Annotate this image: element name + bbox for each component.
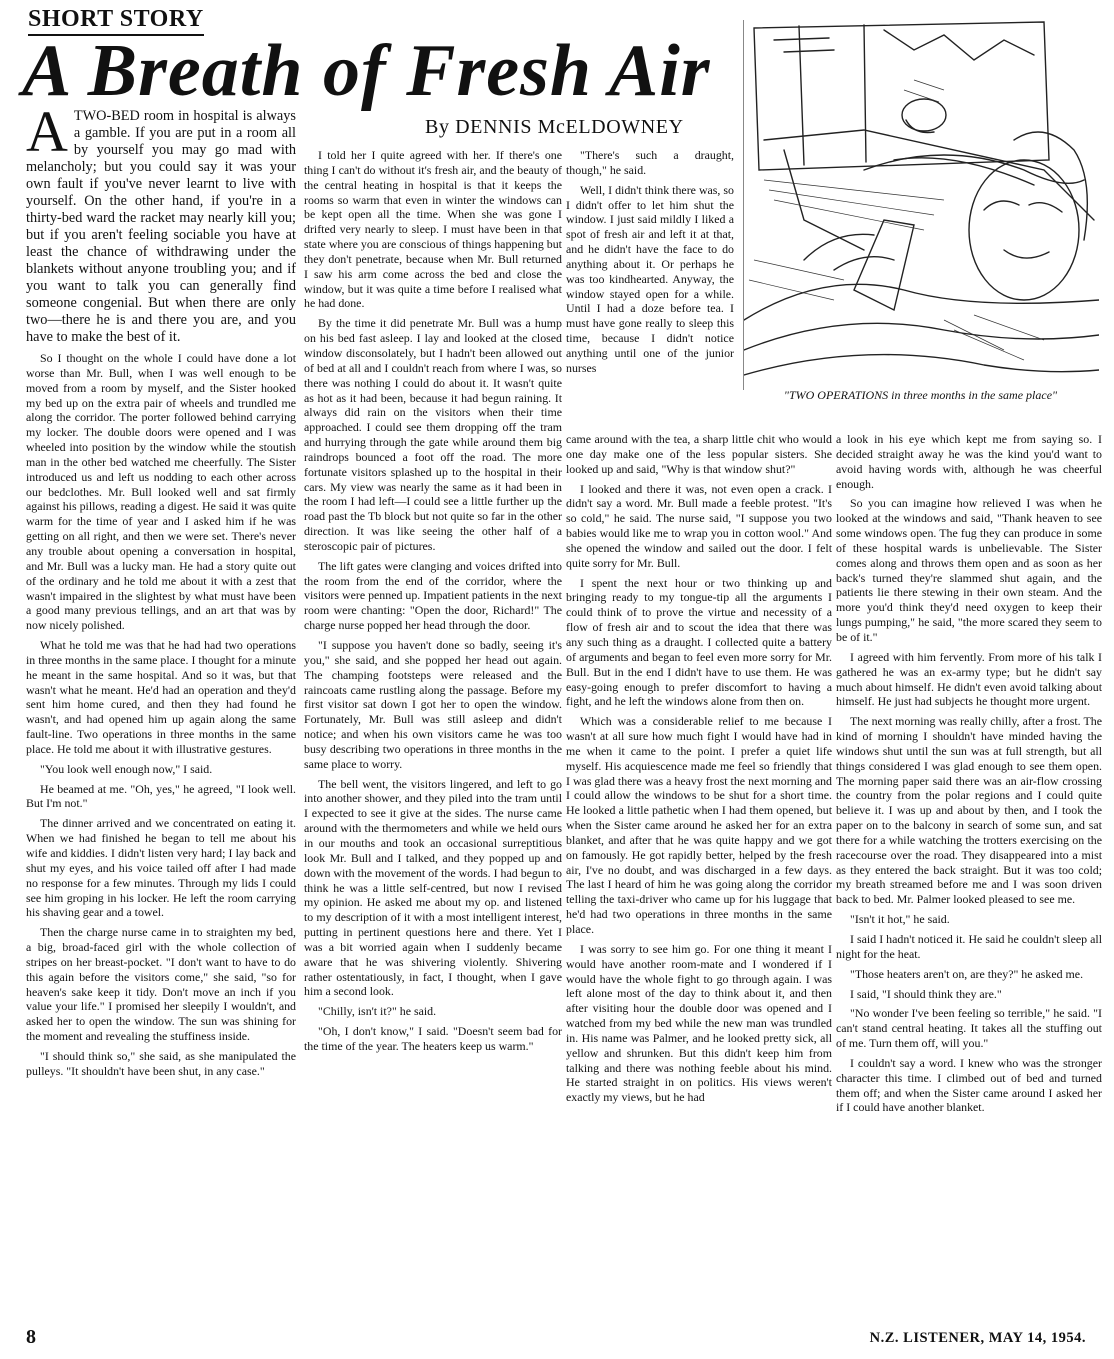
paragraph: Then the charge nurse came in to straighten my bed, a big, broad-faced girl with the whole collection of stripes on her breast-pocket. "I don't want to have to do this again before the visitors come," she said, "so for heaven's sake keep it tidy. Don't move an inch if you value your life." I promised her sleepily I wouldn't, and asked her to open the window. The sun was shining for the moment and revealing the stuffiness inside. [26, 925, 296, 1044]
paragraph: "Chilly, isn't it?" he said. [318, 1004, 437, 1019]
paragraph: The bell went, the visitors lingered, and left to go into another shower, and they piled into the tram until I expected to see it give at the sides. The nurse came around with the thermometers and while we held ours in our mouths and took an occasional surreptitious look Mr. Bull and I talked, and they popped up and down with the movement of the words. I had begun to think he was a little self-centred, but now I revised my opinion. He asked me about my op. and listened to my description of it with a most intelligent interest, putting in pertinent questions here and there. Yet I was a bit worried again when I suddenly became aware that he was shivering violently. Shivering rather ostentatiously, in fact, I thought, when I gave him a second look. [304, 776, 562, 999]
paragraph: I was sorry to see him go. For one thing it meant I would have another room-mate and I wondered if I would have the whole fight to go through again. I was left alone most of the day to think about it, and then after visiting hour the double door was opened and I watched from my bed while the new man was trundled in. His name was Palmer, and he looked pretty sick, all yellow and shrunken. But this didn't keep him from talking and there was nothing feeble about his mind. He started straight in on politics. His views weren't exactly my views, but he had [566, 941, 832, 1105]
paragraph: Which was a considerable relief to me because I wasn't at all sure how much fight I would have had in me when it came to the point. I prefer a quiet life myself. His acquiescence made me feel so friendly that I was glad there was a heavy frost the next morning and I could allow the windows to be shut for a short time. He looked a little pathetic when I had them opened, but when the Sister came around he asked her for an extra blanket, and after that he was quite happy and we got on famously. He got rapidly better, helped by the fresh air, I've no doubt, and was discharged in a few days. The last I heard of him he was going along the corridor telling the taxi-driver who came up for his luggage that he'd had two operations in three months in the same place. [566, 714, 832, 936]
paragraph: I said, "I should think they are." [850, 986, 1002, 1001]
paragraph: I said I hadn't noticed it. He said he couldn't sleep all night for the heat. [836, 932, 1102, 961]
paragraph: The lift gates were clanging and voices drifted into the room from the end of the corridor, where the visitors were penned up. Impatient patients in the next room were chanting: "Open the door, Richard!" The charge nurse popped her head through the door. [304, 558, 562, 633]
paragraph: a look in his eye which kept me from saying so. I decided straight away he was the kind you'd want to avoid having words with, although he was cheerful enough. [836, 432, 1102, 491]
drop-cap: A [26, 108, 68, 164]
paragraph: "Those heaters aren't on, are they?" he asked me. [850, 966, 1084, 981]
publication-credit: N.Z. LISTENER, MAY 14, 1954. [869, 1330, 1086, 1346]
paragraph: "There's such a draught, though," he said. [566, 148, 734, 177]
paragraph: So I thought on the whole I could have done a lot worse than Mr. Bull, when I was well enough to be moved from a room by myself, and the Sister hooked my bed up on the extra pair of wheels and trundled me along the corridor. The porter followed behind carrying my locker. The double doors were opened and I was wheeled into position by the window while the stoutish man in the other bed watched me cheerfully. The Sister introduced us and left us nodding to each other across our bedclothes. Mr. Bull looked well and sat firmly against his pillows, reading a digest. He said it was quite warm for the time of year and I asked him if he was getting on all right, and then we were set. There's never any trouble about opening a conversation in hospital, and Mr. Bull was a lucky man. He had a story quite out of the ordinary and he told me about it with a zest that wasn't impaired in the slightest by what must have been a good many previous tellings, and an art that was by now nicely polished. [26, 351, 296, 633]
paragraph: I looked and there it was, not even open a crack. I didn't say a word. Mr. Bull made a feeble protest. "It's so cold," he said. The nurse said, "I suppose you two babies would like me to wrap you in cotton wool." And she opened the window and sailed out the door. I felt quite sorry for Mr. Bull. [566, 481, 832, 570]
story-column-3 [566, 432, 832, 1290]
paragraph: I spent the next hour or two thinking up and bringing ready to my tongue-tip all the arguments I could think of to prove the virtue and necessity of a flow of fresh air and to scout the idea that there was any such thing as a draught. I collected quite a battery of arguments and began to feel even more sorry for Mr. Bull. But in the end I didn't have to use them. He was easy-going enough to prefer discomfort to having a fight, and he left the windows alone from then on. [566, 575, 832, 709]
hospital-bed-sketch [744, 20, 1099, 390]
illustration [743, 20, 1099, 390]
paragraph: "No wonder I've been feeling so terrible," he said. "I can't stand central heating. It takes all the stuffing out of me. Turn them off, will you." [836, 1006, 1102, 1051]
paragraph: "Isn't it hot," he said. [850, 912, 950, 927]
story-column-2 [304, 148, 562, 1286]
paragraph: "I suppose you haven't done so badly, seeing it's you," she said, and she popped her head out again. The champing footsteps were released and the raincoats came rustling along the passage. Before my first visitor sat down I got her to open the window. Fortunately, Mr. Bull was still asleep and didn't notice; and when his own visitors came he was too busy describing two operations in three months in the same place to worry. [304, 638, 562, 771]
illustration-caption: "TWO OPERATIONS in three months in the same place" [783, 388, 1058, 402]
story-column-1 [26, 108, 296, 1280]
paragraph: By the time it did penetrate Mr. Bull was a hump on his bed fast asleep. I lay and looked at the closed window disconsolately, but I hadn't been allowed out of bed at all and I couldn't reach from where I was, so there was nothing I could do about it. It wasn't quite as hot as it had been, because it had begun raining. It always did rain on the visitors when their time approached. I could see them dropping off the tram and hurrying through the gate while around them big raindrops bounced a foot off the road. The more fortunate visitors splashed up to the hospital in their cars. My view was nearly the same as it had been in the room I had left—I could see a little further up the road past the Tb block but not quite so far in the other direction. It was like seeing the other half of a steroscopic pair of pictures. [304, 316, 562, 553]
paragraph: came around with the tea, a sharp little chit who would one day make one of the less popular sisters. She looked up and said, "Why is that window shut?" [566, 432, 832, 476]
story-column-3-top [566, 148, 734, 432]
paragraph: I agreed with him fervently. From more of his talk I gathered he was an ex-army type; but he didn't say much about himself. He didn't even avoid talking about himself. He just had subjects he thought more urgent. [836, 649, 1102, 709]
opening-paragraph: ATWO-BED room in hospital is always a gamble. If you are put in a room all by yourself you may go mad with melancholy; but you could say it was your own fault if you've never learnt to live with yourself. On the other hand, if you're in a thirty-bed ward the racket may nearly kill you; but if you aren't feeling sociable you have at least the chance of withdrawing under the blankets without anyone troubling you; and if you want to talk you can generally find someone congenial. But when there are only two—there he is and there you are, and you have to make the best of it. [26, 108, 296, 345]
page-number: 8 [26, 1326, 36, 1348]
paragraph: "Oh, I don't know," I said. "Doesn't seem bad for the time of the year. The heaters keep us warm." [304, 1024, 562, 1053]
paragraph: I couldn't say a word. I knew who was the stronger character this time. I climbed out of bed and turned them off; and when the Sister came around I asked her if I could have another blanket. [836, 1055, 1102, 1115]
paragraph: The next morning was really chilly, after a frost. The kind of morning I shouldn't have minded having the windows shut until the sun was at full strength, but all things considered I was glad enough to see them open. The morning paper said there was an air-flow crossing the country from the polar regions and I could quite believe it. I was up and about by then, and I took the paper on to the balcony in search of some sun, and sat there for a while watching the trotters exercising on the racecourse over the road. They disappeared into a mist as they entered the back straight. But it was too cold; my breath streamed before me and I was soon driven back to bed. Mr. Palmer looked pleased to see me. [836, 714, 1102, 907]
byline: By DENNIS McELDOWNEY [425, 116, 684, 138]
paragraph: The dinner arrived and we concentrated on eating it. When we had finished he began to tell me about his wife and kiddies. I didn't listen very hard; I lay back and shut my eyes, and his voice tailed off after I had made no response for a few minutes. Through my lids I could see him groping in his locker. He left the room carrying his shaving gear and a towel. [26, 816, 296, 920]
paragraph: Well, I didn't think there was, so I didn't offer to let him shut the window. I just said mildly I liked a spot of fresh air and left it at that, and he didn't have the face to do anything about it. Or perhaps he was too kindhearted. Anyway, the window stayed open for a while. Until I had a doze before tea. I must have gone really to sleep this time, because I didn't notice anything until one of the junior nurses [566, 182, 734, 375]
paragraph: What he told me was that he had had two operations in three months in the same place. I thought for a minute he meant in the same hospital. And so it was, but that wasn't what he meant. He'd had an operation and they'd sent him home cured, and then they had found he wasn't, and had opened him up again along the same fault-line. Two operations in three months in the same place. He told me about it with illustrative gestures. [26, 638, 296, 756]
paragraph: "I should think so," she said, as she manipulated the pulleys. "It shouldn't have been shut, in any case." [26, 1048, 296, 1078]
paragraph: I told her I quite agreed with her. If there's one thing I can't do without it's fresh air, and the beauty of the central heating in hospital is that it keeps the rooms so warm that even in winter the windows can be kept open all the time. When she was gone I drifted very nearly to sleep. I must have been in that state where you are conscious of things happening but they don't penetrate, because when Mr. Bull returned I saw his arm come across the bed and close the window, but it was quite a time before I realised what he had done. [304, 148, 562, 311]
story-title: A Breath of Fresh Air [22, 30, 711, 112]
paragraph: He beamed at me. "Oh, yes," he agreed, "I look well. But I'm not." [26, 781, 296, 811]
section-label: SHORT STORY [28, 6, 204, 36]
paragraph: So you can imagine how relieved I was when he looked at the windows and said, "Thank heaven to see some windows open. The fug they can produce in some of these hospital wards is unbelievable. The Sister comes along and throws them open and as soon as her back's turned they're slammed shut again, and the patients lie there stewing in their own steam. And the more you'd think they'd need oxygen to keep their lungs pumping," he said, "the more scared they seem to be of it." [836, 496, 1102, 644]
story-column-4 [836, 432, 1102, 1277]
paragraph: "You look well enough now," I said. [40, 761, 213, 776]
